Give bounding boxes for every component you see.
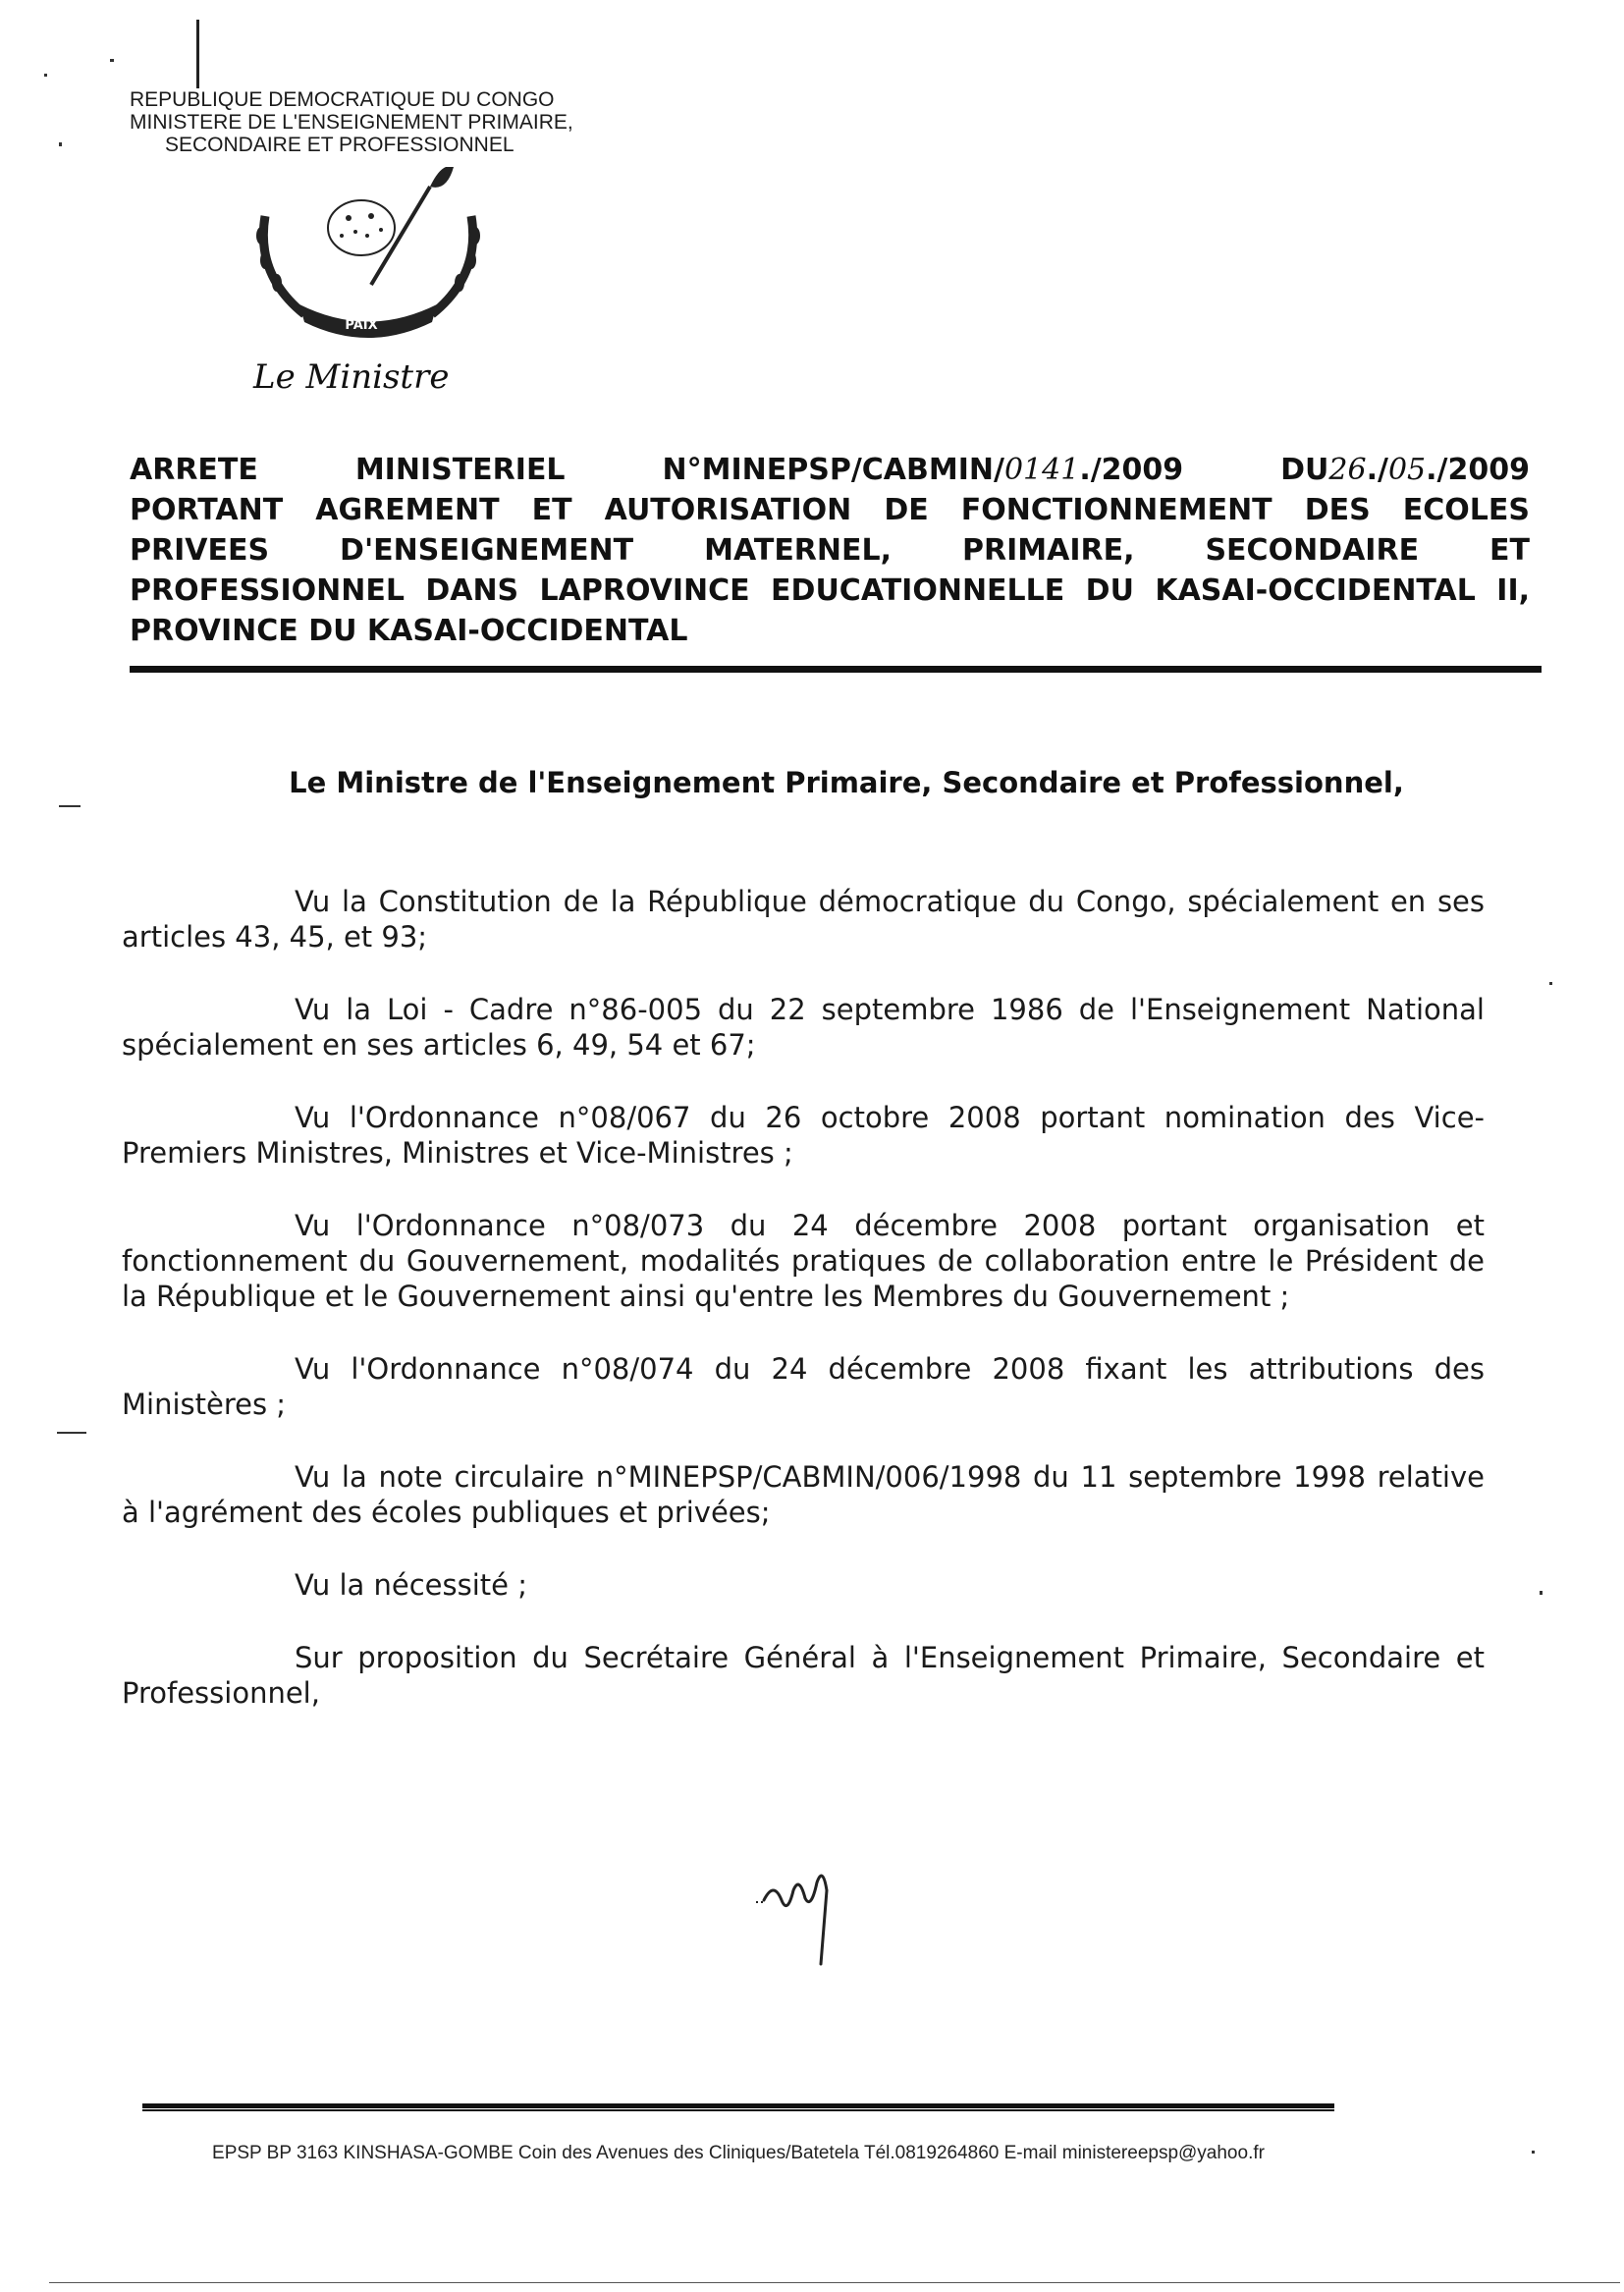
- decree-title: [130, 450, 1530, 651]
- handwritten-initials-icon: [754, 1861, 842, 1969]
- consideration-paragraph: Vu la Constitution de la République démocratique du Congo, spécialement en ses articles 43, 45, et 93;: [122, 885, 1485, 954]
- decree-date-sep: ./: [1366, 453, 1388, 487]
- decree-date-month: 05: [1387, 453, 1427, 487]
- title-line-5: PROVINCE DU KASAI-OCCIDENTAL: [130, 614, 688, 648]
- title-line-3: PRIVEES D'ENSEIGNEMENT MATERNEL, PRIMAIRE, SECONDAIRE ET: [130, 533, 1530, 568]
- footer-divider: [142, 2103, 1334, 2111]
- consideration-paragraph: Vu la Loi - Cadre n°86-005 du 22 septembre 1986 de l'Enseignement National spécialement en ses articles 6, 49, 54 et 67;: [122, 993, 1485, 1062]
- consideration-paragraph: Vu la note circulaire n°MINEPSP/CABMIN/006/1998 du 11 septembre 1998 relative à l'agrément des écoles publiques et privées;: [122, 1460, 1485, 1529]
- letterhead-ministry: MINISTERE DE L'ENSEIGNEMENT PRIMAIRE,: [130, 111, 573, 134]
- consideration-paragraph: Vu l'Ordonnance n°08/074 du 24 décembre 2008 fixant les attributions des Ministères ;: [122, 1352, 1485, 1421]
- scan-edge: [49, 2282, 1620, 2283]
- title-line-2: PORTANT AGREMENT ET AUTORISATION DE FONCTIONNEMENT DES ECOLES: [130, 493, 1530, 527]
- letterhead-ministry-cont: SECONDAIRE ET PROFESSIONNEL: [165, 134, 514, 156]
- signature-title: Le Ministre: [253, 357, 450, 397]
- decree-number-year: ./2009: [1079, 453, 1184, 487]
- decree-reference-line: [130, 450, 1530, 490]
- decree-date: [1280, 450, 1530, 490]
- letterhead-country: REPUBLIQUE DEMOCRATIQUE DU CONGO: [130, 88, 555, 111]
- decree-date-year: ./2009: [1426, 453, 1530, 487]
- consideration-paragraph: Vu la nécessité ;: [295, 1568, 527, 1602]
- title-divider: [130, 666, 1542, 673]
- footer-address: EPSP BP 3163 KINSHASA-GOMBE Coin des Avenues des Cliniques/Batetela Tél.0819264860 E-mail ministereepsp@yahoo.fr: [212, 2143, 1265, 2163]
- decree-date-day: 26: [1328, 453, 1367, 487]
- considerations: [122, 884, 1485, 1748]
- decree-date-prefix: DU: [1280, 453, 1329, 487]
- minister-heading: Le Ministre de l'Enseignement Primaire, Secondaire et Professionnel,: [289, 766, 1404, 799]
- decree-number-handwritten: 0141: [1003, 453, 1080, 487]
- title-word-arrete: ARRETE: [130, 453, 258, 487]
- decree-number: [663, 450, 1184, 490]
- scan-mark: [196, 20, 199, 88]
- consideration-paragraph: Vu l'Ordonnance n°08/067 du 26 octobre 2008 portant nomination des Vice-Premiers Ministres, Ministres et Vice-Ministres ;: [122, 1101, 1485, 1170]
- title-line-4: PROFESSIONNEL DANS LAPROVINCE EDUCATIONNELLE DU KASAI-OCCIDENTAL II,: [130, 573, 1530, 608]
- emblem-motto: PAIX: [345, 318, 378, 333]
- letterhead: [130, 88, 817, 156]
- decree-number-prefix: N°MINEPSP/CABMIN/: [662, 453, 1004, 487]
- coat-of-arms-emblem-icon: [245, 167, 491, 344]
- consideration-paragraph: Sur proposition du Secrétaire Général à l'Enseignement Primaire, Secondaire et Professionnel,: [122, 1641, 1485, 1710]
- consideration-paragraph: Vu l'Ordonnance n°08/073 du 24 décembre 2008 portant organisation et fonctionnement du Gouvernement, modalités pratiques de collaboration entre le Président de la République et le Gouvernement ainsi qu'entre les Membres du Gouvernement ;: [122, 1209, 1485, 1313]
- title-word-ministeriel: MINISTERIEL: [354, 453, 566, 487]
